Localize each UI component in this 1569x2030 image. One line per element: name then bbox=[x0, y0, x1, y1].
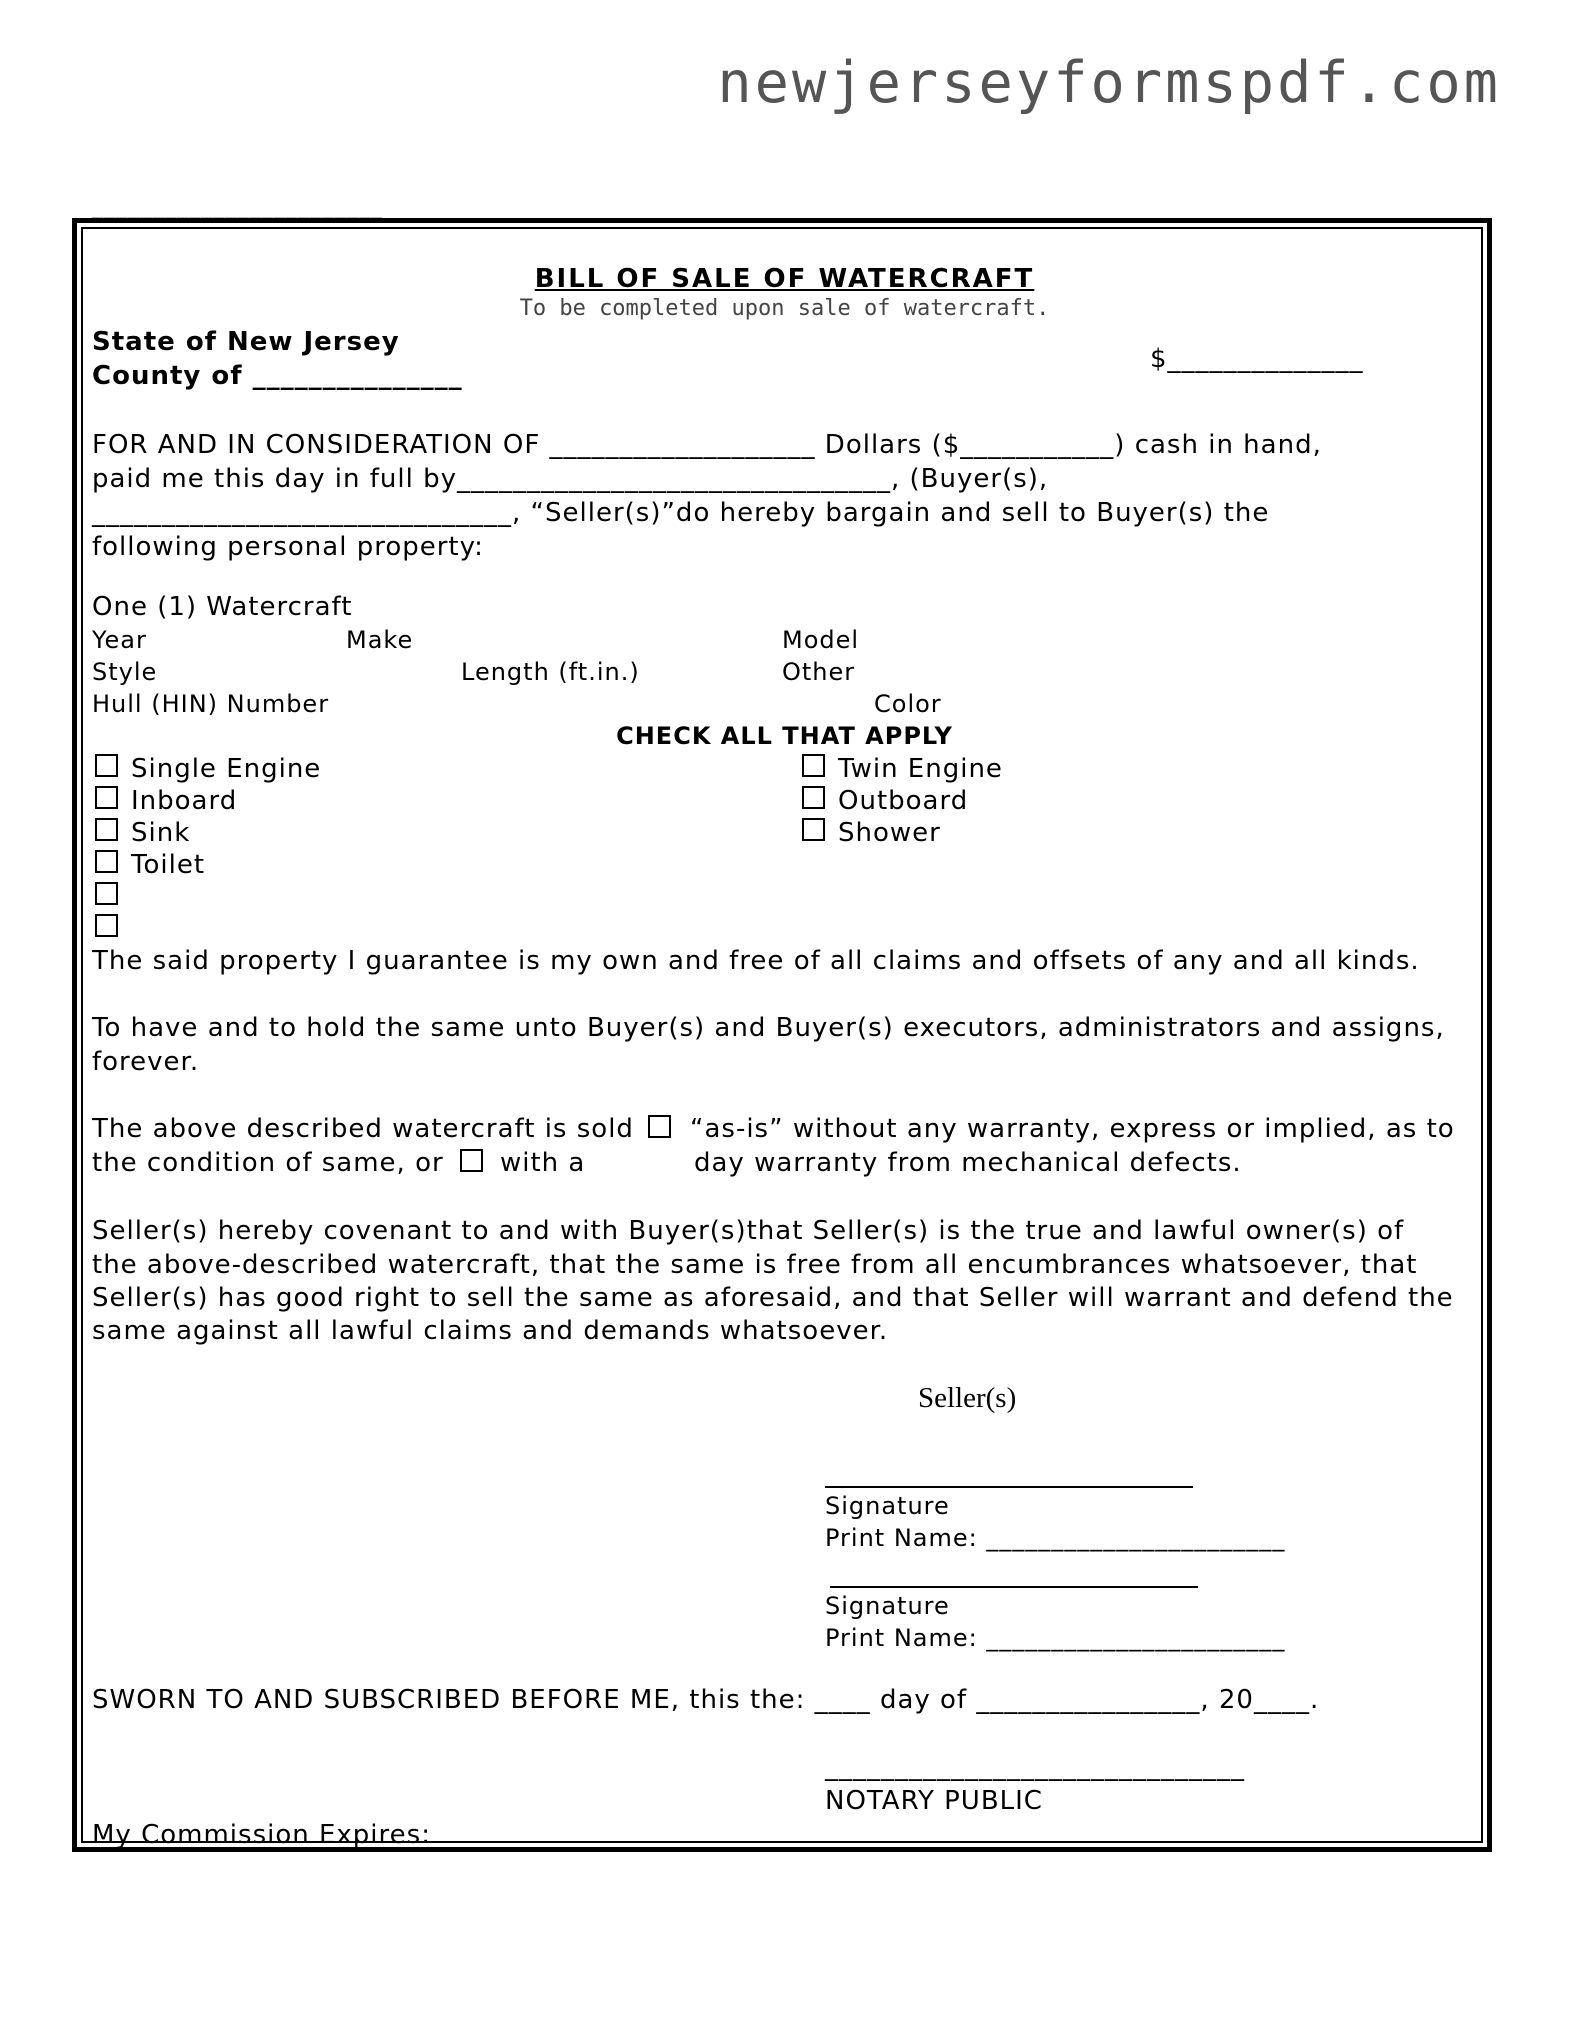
notary-signature-line[interactable]: ______________________________ bbox=[825, 1752, 1245, 1782]
check-all-heading: CHECK ALL THAT APPLY bbox=[616, 722, 953, 750]
model-label: Model bbox=[782, 626, 860, 654]
form-subtitle: To be completed upon sale of watercraft. bbox=[519, 296, 1050, 321]
sellers-heading: Seller(s) bbox=[918, 1382, 1017, 1414]
notary-public-label: NOTARY PUBLIC bbox=[825, 1786, 1043, 1816]
watercraft-heading: One (1) Watercraft bbox=[92, 592, 353, 622]
outboard-label: Outboard bbox=[838, 786, 969, 816]
print-name-field-1[interactable]: Print Name: _______________________ bbox=[825, 1524, 1286, 1552]
guarantee-text: The said property I guarantee is my own and free of all claims and offsets of any and all kinds. bbox=[92, 946, 1420, 976]
hull-label: Hull (HIN) Number bbox=[92, 690, 330, 718]
top-blank-line: ________________________ bbox=[92, 198, 383, 220]
warranty-checkbox[interactable] bbox=[460, 1149, 483, 1172]
signature-label-2: Signature bbox=[825, 1592, 950, 1620]
single-engine-checkbox[interactable] bbox=[95, 754, 118, 777]
county-field[interactable]: County of _______________ bbox=[92, 361, 463, 391]
signature-label-1: Signature bbox=[825, 1492, 950, 1520]
as-is-checkbox[interactable] bbox=[648, 1115, 671, 1138]
covenant-text-2: the above-described watercraft, that the same is free from all encumbrances whatsoever, that bbox=[92, 1250, 1418, 1280]
style-label: Style bbox=[92, 658, 158, 686]
signature-line-2[interactable] bbox=[830, 1586, 1198, 1588]
sink-label: Sink bbox=[131, 818, 191, 848]
color-label: Color bbox=[874, 690, 942, 718]
toilet-checkbox[interactable] bbox=[95, 850, 118, 873]
asis-text-2b: with a bbox=[500, 1148, 586, 1178]
toilet-label: Toilet bbox=[131, 850, 206, 880]
asis-text-2c: day warranty from mechanical defects. bbox=[694, 1148, 1242, 1178]
sink-checkbox[interactable] bbox=[95, 818, 118, 841]
signature-line-1[interactable] bbox=[825, 1486, 1193, 1488]
twin-engine-label: Twin Engine bbox=[838, 754, 1003, 784]
hold-text-1: To have and to hold the same unto Buyer(s) and Buyer(s) executors, administrators and assigns, bbox=[92, 1013, 1445, 1043]
asis-text-2a: the condition of same, or bbox=[92, 1148, 444, 1178]
amount-field[interactable]: $______________ bbox=[1150, 344, 1364, 374]
twin-engine-checkbox[interactable] bbox=[802, 754, 825, 777]
other-label: Other bbox=[782, 658, 856, 686]
form-title: BILL OF SALE OF WATERCRAFT bbox=[534, 264, 1035, 294]
print-name-field-2[interactable]: Print Name: _______________________ bbox=[825, 1624, 1286, 1652]
state-label: State of New Jersey bbox=[92, 327, 400, 357]
sworn-text: SWORN TO AND SUBSCRIBED BEFORE ME, this the: ____ day of ________________, 20____. bbox=[92, 1685, 1320, 1715]
commission-expires-field[interactable]: My Commission Expires: ______________ bbox=[92, 1820, 637, 1850]
covenant-text-4: same against all lawful claims and demands whatsoever. bbox=[92, 1316, 889, 1346]
hold-text-2: forever. bbox=[92, 1047, 200, 1077]
consideration-line-1: FOR AND IN CONSIDERATION OF ___________________ Dollars ($___________) cash in hand, bbox=[92, 430, 1322, 460]
consideration-line-4: following personal property: bbox=[92, 532, 484, 562]
single-engine-label: Single Engine bbox=[131, 754, 322, 784]
length-label: Length (ft.in.) bbox=[461, 658, 640, 686]
year-label: Year bbox=[92, 626, 147, 654]
shower-checkbox[interactable] bbox=[802, 818, 825, 841]
consideration-line-2: paid me this day in full by_______________________________, (Buyer(s), bbox=[92, 464, 1049, 494]
blank-checkbox-2[interactable] bbox=[95, 914, 118, 937]
inboard-checkbox[interactable] bbox=[95, 786, 118, 809]
asis-text-1b: “as-is” without any warranty, express or implied, as to bbox=[690, 1114, 1455, 1144]
covenant-text-3: Seller(s) has good right to sell the same as aforesaid, and that Seller will warrant and defend the bbox=[92, 1283, 1454, 1313]
consideration-line-3: ______________________________, “Seller(s)”do hereby bargain and sell to Buyer(s) the bbox=[92, 498, 1270, 528]
blank-checkbox-1[interactable] bbox=[95, 882, 118, 905]
outboard-checkbox[interactable] bbox=[802, 786, 825, 809]
shower-label: Shower bbox=[838, 818, 941, 848]
watermark: newjerseyformspdf.com bbox=[717, 50, 1501, 116]
covenant-text-1: Seller(s) hereby covenant to and with Buyer(s)that Seller(s) is the true and lawful owner(s) of bbox=[92, 1216, 1405, 1246]
asis-text-1a: The above described watercraft is sold bbox=[92, 1114, 634, 1144]
inboard-label: Inboard bbox=[131, 786, 238, 816]
make-label: Make bbox=[346, 626, 414, 654]
